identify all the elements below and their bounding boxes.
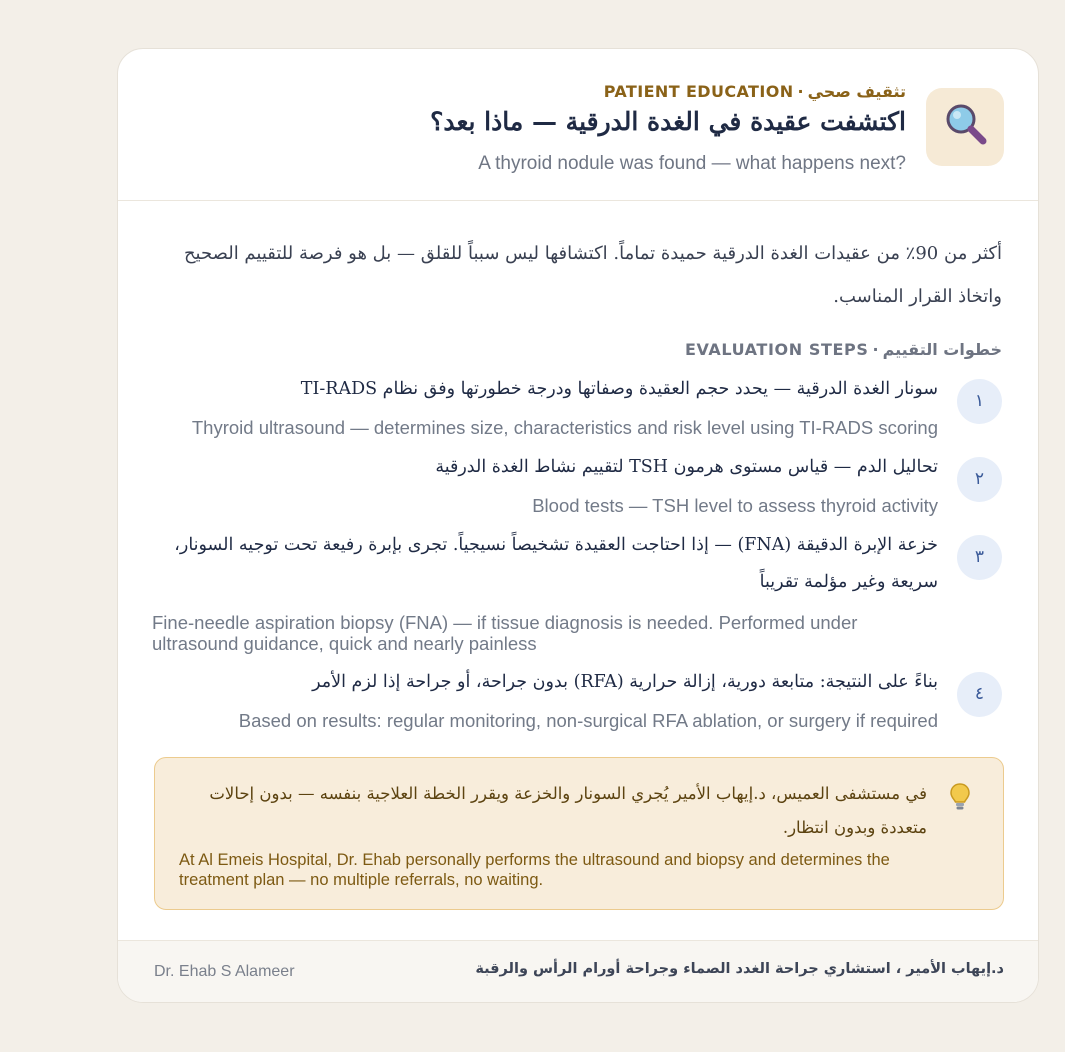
tip-text-ar: في مستشفى العميس، د.إيهاب الأمير يُجري السونار والخزعة ويقرر الخطة العلاجية بنفسه — بدون إحالات متعددة وبدون انتظار. [209, 784, 927, 837]
step-text-ar: تحاليل الدم — قياس مستوى هرمون TSH لتقييم نشاط الغدة الدرقية [435, 457, 938, 477]
steps-section-label [685, 340, 1002, 359]
step-text-en: Blood tests — TSH level to assess thyroid activity [532, 495, 938, 516]
steps-label-separator: · [872, 340, 879, 359]
step-item-3 [152, 535, 1002, 655]
eyebrow-label [604, 82, 906, 101]
eyebrow-ar: تثقيف صحي [807, 82, 906, 101]
footer-doctor-title: د.إيهاب الأمير ، استشاري جراحة الغدد الصماء وجراحة أورام الرأس والرقبة [475, 961, 1004, 977]
step-number-badge: ٣ [957, 535, 1002, 580]
step-text-ar: بناءً على النتيجة: متابعة دورية، إزالة حرارية (RFA) بدون جراحة، أو جراحة إذا لزم الأمر [312, 672, 938, 692]
step-item-4 [152, 672, 1002, 732]
card-footer [118, 940, 1039, 1003]
step-item-1 [152, 379, 1002, 439]
steps-label-en: EVALUATION STEPS [684, 340, 869, 359]
step-text-ar: سونار الغدة الدرقية — يحدد حجم العقيدة وصفاتها ودرجة خطورتها وفق نظام TI-RADS [300, 379, 938, 399]
magnifier-icon [943, 101, 989, 147]
step-number-badge: ٢ [957, 457, 1002, 502]
step-text-ar: خزعة الإبرة الدقيقة (FNA) — إذا احتاجت العقيدة تشخيصاً نسيجياً. تجرى بإبرة رفيعة تحت توجيه السونار، سريعة وغير مؤلمة تقريباً [174, 535, 938, 592]
step-text-en: Based on results: regular monitoring, non-surgical RFA ablation, or surgery if required [238, 710, 938, 731]
step-text-en: Thyroid ultrasound — determines size, characteristics and risk level using TI-RADS scoring [191, 417, 938, 438]
step-number-badge: ٤ [957, 672, 1002, 717]
education-card [117, 48, 1039, 1003]
steps-label-ar: خطوات التقييم [882, 340, 1002, 359]
page-title: اكتشفت عقيدة في الغدة الدرقية — ماذا بعد؟ [430, 107, 906, 136]
intro-paragraph: أكثر من 90٪ من عقيدات الغدة الدرقية حميدة تماماً. اكتشافها ليس سبباً للقلق — بل هو فرصة للتقييم الصحيح واتخاذ القرار المناسب. [183, 243, 1002, 307]
tip-callout [154, 757, 1004, 910]
eyebrow-en: PATIENT EDUCATION [603, 82, 794, 101]
page-subtitle: A thyroid nodule was found — what happens next? [478, 153, 906, 174]
lightbulb-icon [949, 782, 971, 818]
footer-doctor-name: Dr. Ehab S Alameer [154, 963, 295, 980]
step-number-badge: ١ [957, 379, 1002, 424]
step-text-en: Fine-needle aspiration biopsy (FNA) — if tissue diagnosis is needed. Performed under ultrasound guidance, quick and nearly painless [152, 612, 858, 654]
step-item-2 [152, 457, 1002, 517]
tip-text-en: At Al Emeis Hospital, Dr. Ehab personally performs the ultrasound and biopsy and determines the treatment plan — no multiple referrals, no waiting. [179, 851, 890, 889]
header-icon-tile [926, 88, 1004, 166]
card-header [118, 49, 1039, 201]
eyebrow-separator: · [797, 82, 804, 101]
